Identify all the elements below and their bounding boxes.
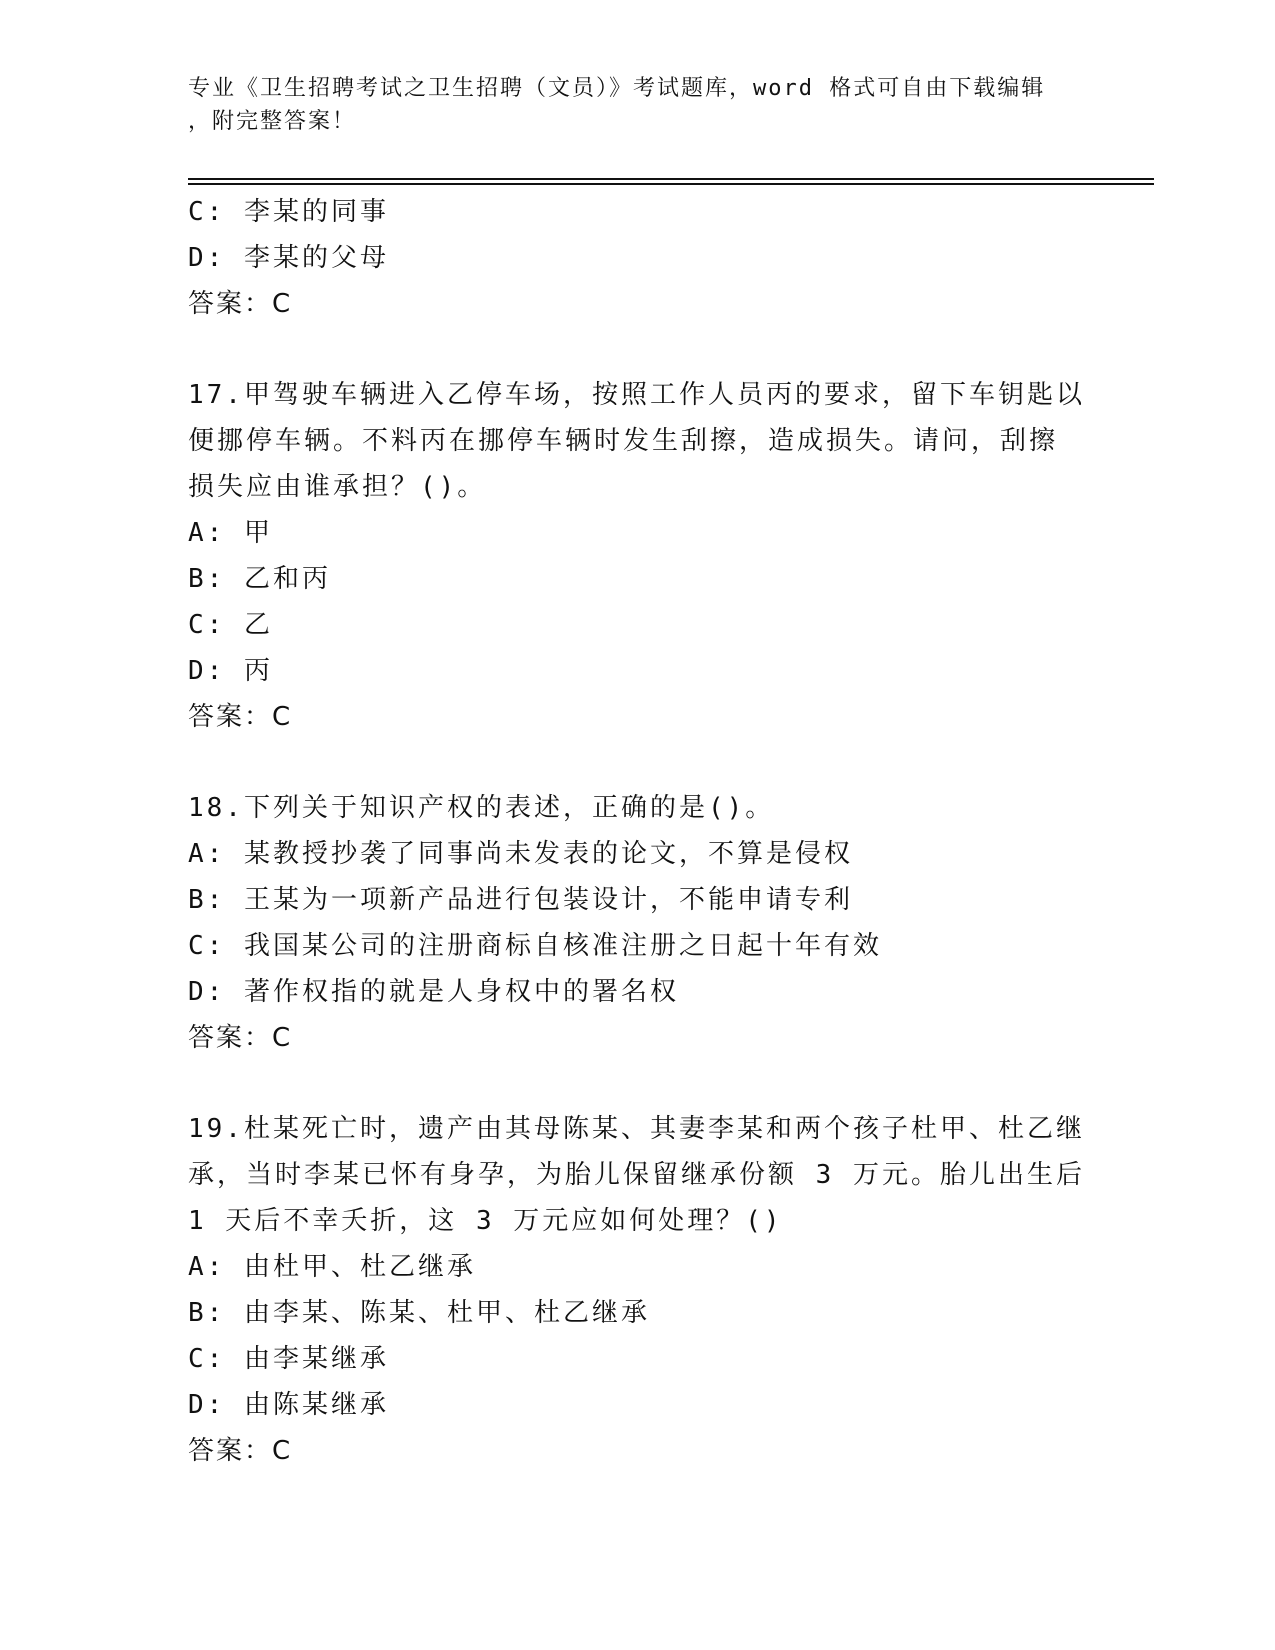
question-stem-line: 17.甲驾驶车辆进入乙停车场，按照工作人员丙的要求，留下车钥匙以 bbox=[188, 380, 1085, 410]
option-d: D: 由陈某继承 bbox=[188, 1390, 389, 1420]
option-c: C: 我国某公司的注册商标自核准注册之日起十年有效 bbox=[188, 931, 882, 961]
prev-question bbox=[188, 189, 1088, 327]
question-stem-line: 18.下列关于知识产权的表述，正确的是()。 bbox=[188, 793, 775, 823]
option-b: B: 由李某、陈某、杜甲、杜乙继承 bbox=[188, 1298, 650, 1328]
option-a: A: 由杜甲、杜乙继承 bbox=[188, 1252, 476, 1282]
option-b: B: 王某为一项新产品进行包装设计，不能申请专利 bbox=[188, 885, 853, 915]
option-c: C: 乙 bbox=[188, 610, 273, 640]
question-18 bbox=[188, 785, 1088, 1061]
answer-line: 答案：C bbox=[188, 289, 293, 319]
option-d: D: 著作权指的就是人身权中的署名权 bbox=[188, 977, 679, 1007]
spacer bbox=[188, 327, 1088, 372]
question-stem-line: 损失应由谁承担？()。 bbox=[188, 472, 487, 502]
header-divider-bottom bbox=[188, 183, 1154, 185]
option-a: A: 甲 bbox=[188, 518, 273, 548]
answer-line: 答案：C bbox=[188, 702, 293, 732]
header-line-2: ，附完整答案！ bbox=[188, 109, 357, 134]
document-header bbox=[188, 72, 1088, 138]
question-stem-line: 1 天后不幸夭折，这 3 万元应如何处理？() bbox=[188, 1206, 783, 1236]
question-stem-line: 承，当时李某已怀有身孕，为胎儿保留继承份额 3 万元。胎儿出生后 bbox=[188, 1160, 1085, 1190]
question-content bbox=[188, 189, 1088, 1474]
spacer bbox=[188, 1061, 1088, 1106]
spacer bbox=[188, 740, 1088, 785]
question-17 bbox=[188, 372, 1088, 740]
option-c: C: 由李某继承 bbox=[188, 1344, 389, 1374]
option-d: D: 丙 bbox=[188, 656, 273, 686]
header-divider-top bbox=[188, 178, 1154, 180]
header-line-1: 专业《卫生招聘考试之卫生招聘（文员）》考试题库，word 格式可自由下载编辑 bbox=[188, 76, 1046, 101]
question-19 bbox=[188, 1106, 1088, 1474]
option-a: A: 某教授抄袭了同事尚未发表的论文，不算是侵权 bbox=[188, 839, 853, 869]
question-stem-line: 19.杜某死亡时，遗产由其母陈某、其妻李某和两个孩子杜甲、杜乙继 bbox=[188, 1114, 1085, 1144]
question-stem-line: 便挪停车辆。不料丙在挪停车辆时发生刮擦，造成损失。请问，刮擦 bbox=[188, 426, 1059, 456]
option-c: C: 李某的同事 bbox=[188, 197, 389, 227]
answer-line: 答案：C bbox=[188, 1023, 293, 1053]
answer-line: 答案：C bbox=[188, 1436, 293, 1466]
option-b: B: 乙和丙 bbox=[188, 564, 331, 594]
option-d: D: 李某的父母 bbox=[188, 243, 389, 273]
